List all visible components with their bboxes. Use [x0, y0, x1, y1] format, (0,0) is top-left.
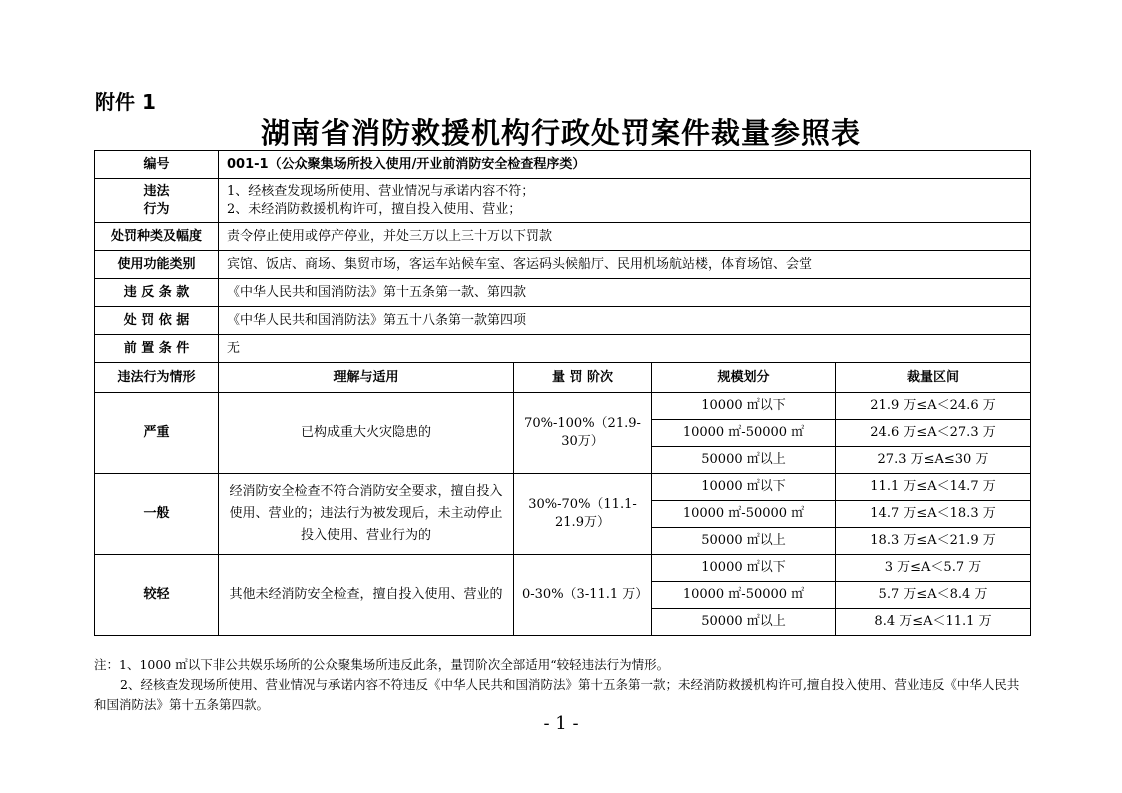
behavior-line2: 2、未经消防救援机构许可，擅自投入使用、营业； [227, 201, 522, 217]
penalty-row [95, 223, 1031, 251]
situation-serious: 严重 [95, 393, 219, 474]
penalty-basis-label: 处 罚 依 据 [95, 307, 219, 335]
scale-cell: 50000 ㎡以上 [652, 447, 836, 474]
range-cell: 14.7 万≤A＜18.3 万 [836, 501, 1031, 528]
scale-cell: 50000 ㎡以上 [652, 609, 836, 636]
situation-minor: 较轻 [95, 555, 219, 636]
note-1: 注：1、1000 ㎡以下非公共娱乐场所的公众聚集场所违反此条，量罚阶次全部适用“较轻违法行为情形。 [94, 657, 670, 672]
behavior-value [219, 179, 1031, 223]
level-general: 30%-70%（11.1-21.9万） [514, 474, 652, 555]
precondition-row [95, 335, 1031, 363]
situation-general: 一般 [95, 474, 219, 555]
precondition-value: 无 [219, 335, 1031, 363]
violation-clause-row [95, 279, 1031, 307]
behavior-row [95, 179, 1031, 223]
violation-clause-label: 违 反 条 款 [95, 279, 219, 307]
notes [94, 655, 1030, 715]
table-row [95, 474, 1031, 501]
penalty-basis-value: 《中华人民共和国消防法》第五十八条第一款第四项 [219, 307, 1031, 335]
header-scale: 规模划分 [652, 363, 836, 393]
range-cell: 8.4 万≤A＜11.1 万 [836, 609, 1031, 636]
header-level: 量 罚 阶次 [514, 363, 652, 393]
grid-header-row [95, 363, 1031, 393]
table-row [95, 393, 1031, 420]
level-minor: 0-30%（3-11.1 万） [514, 555, 652, 636]
function-row [95, 251, 1031, 279]
scale-cell: 10000 ㎡-50000 ㎡ [652, 420, 836, 447]
scale-cell: 10000 ㎡以下 [652, 393, 836, 420]
penalty-basis-row [95, 307, 1031, 335]
range-cell: 24.6 万≤A＜27.3 万 [836, 420, 1031, 447]
header-situation: 违法行为情形 [95, 363, 219, 393]
penalty-label: 处罚种类及幅度 [95, 223, 219, 251]
table-row [95, 555, 1031, 582]
header-range: 裁量区间 [836, 363, 1031, 393]
scale-cell: 50000 ㎡以上 [652, 528, 836, 555]
scale-cell: 10000 ㎡-50000 ㎡ [652, 582, 836, 609]
range-cell: 5.7 万≤A＜8.4 万 [836, 582, 1031, 609]
penalty-reference-table [94, 150, 1031, 636]
range-cell: 21.9 万≤A＜24.6 万 [836, 393, 1031, 420]
range-cell: 11.1 万≤A＜14.7 万 [836, 474, 1031, 501]
range-cell: 27.3 万≤A≤30 万 [836, 447, 1031, 474]
range-cell: 3 万≤A＜5.7 万 [836, 555, 1031, 582]
note-2: 2、经核查发现场所使用、营业情况与承诺内容不符违反《中华人民共和国消防法》第十五条第一款；未经消防救援机构许可,擅自投入使用、营业违反《中华人民共和国消防法》第十五条第四款。 [94, 677, 1020, 712]
code-value: 001-1（公众聚集场所投入使用/开业前消防安全检查程序类） [219, 151, 1031, 179]
application-general: 经消防安全检查不符合消防安全要求，擅自投入使用、营业的；违法行为被发现后，未主动停止投入使用、营业行为的 [219, 474, 514, 555]
scale-cell: 10000 ㎡以下 [652, 474, 836, 501]
penalty-value: 责令停止使用或停产停业，并处三万以上三十万以下罚款 [219, 223, 1031, 251]
attachment-label: 附件 1 [95, 90, 156, 114]
function-value: 宾馆、饭店、商场、集贸市场，客运车站候车室、客运码头候船厅、民用机场航站楼，体育场馆、会堂 [219, 251, 1031, 279]
scale-cell: 10000 ㎡以下 [652, 555, 836, 582]
behavior-label-line1: 违法 [143, 183, 170, 199]
application-serious: 已构成重大火灾隐患的 [219, 393, 514, 474]
scale-cell: 10000 ㎡-50000 ㎡ [652, 501, 836, 528]
page-title: 湖南省消防救援机构行政处罚案件裁量参照表 [260, 116, 861, 150]
function-label: 使用功能类别 [95, 251, 219, 279]
range-cell: 18.3 万≤A＜21.9 万 [836, 528, 1031, 555]
behavior-line1: 1、经核查发现场所使用、营业情况与承诺内容不符； [227, 183, 535, 199]
behavior-label-line2: 行为 [143, 201, 170, 217]
level-serious: 70%-100%（21.9-30万） [514, 393, 652, 474]
header-application: 理解与适用 [219, 363, 514, 393]
application-minor: 其他未经消防安全检查，擅自投入使用、营业的 [219, 555, 514, 636]
page-number: - 1 - [543, 713, 579, 734]
behavior-label [95, 179, 219, 223]
code-row [95, 151, 1031, 179]
violation-clause-value: 《中华人民共和国消防法》第十五条第一款、第四款 [219, 279, 1031, 307]
code-label: 编号 [95, 151, 219, 179]
precondition-label: 前 置 条 件 [95, 335, 219, 363]
